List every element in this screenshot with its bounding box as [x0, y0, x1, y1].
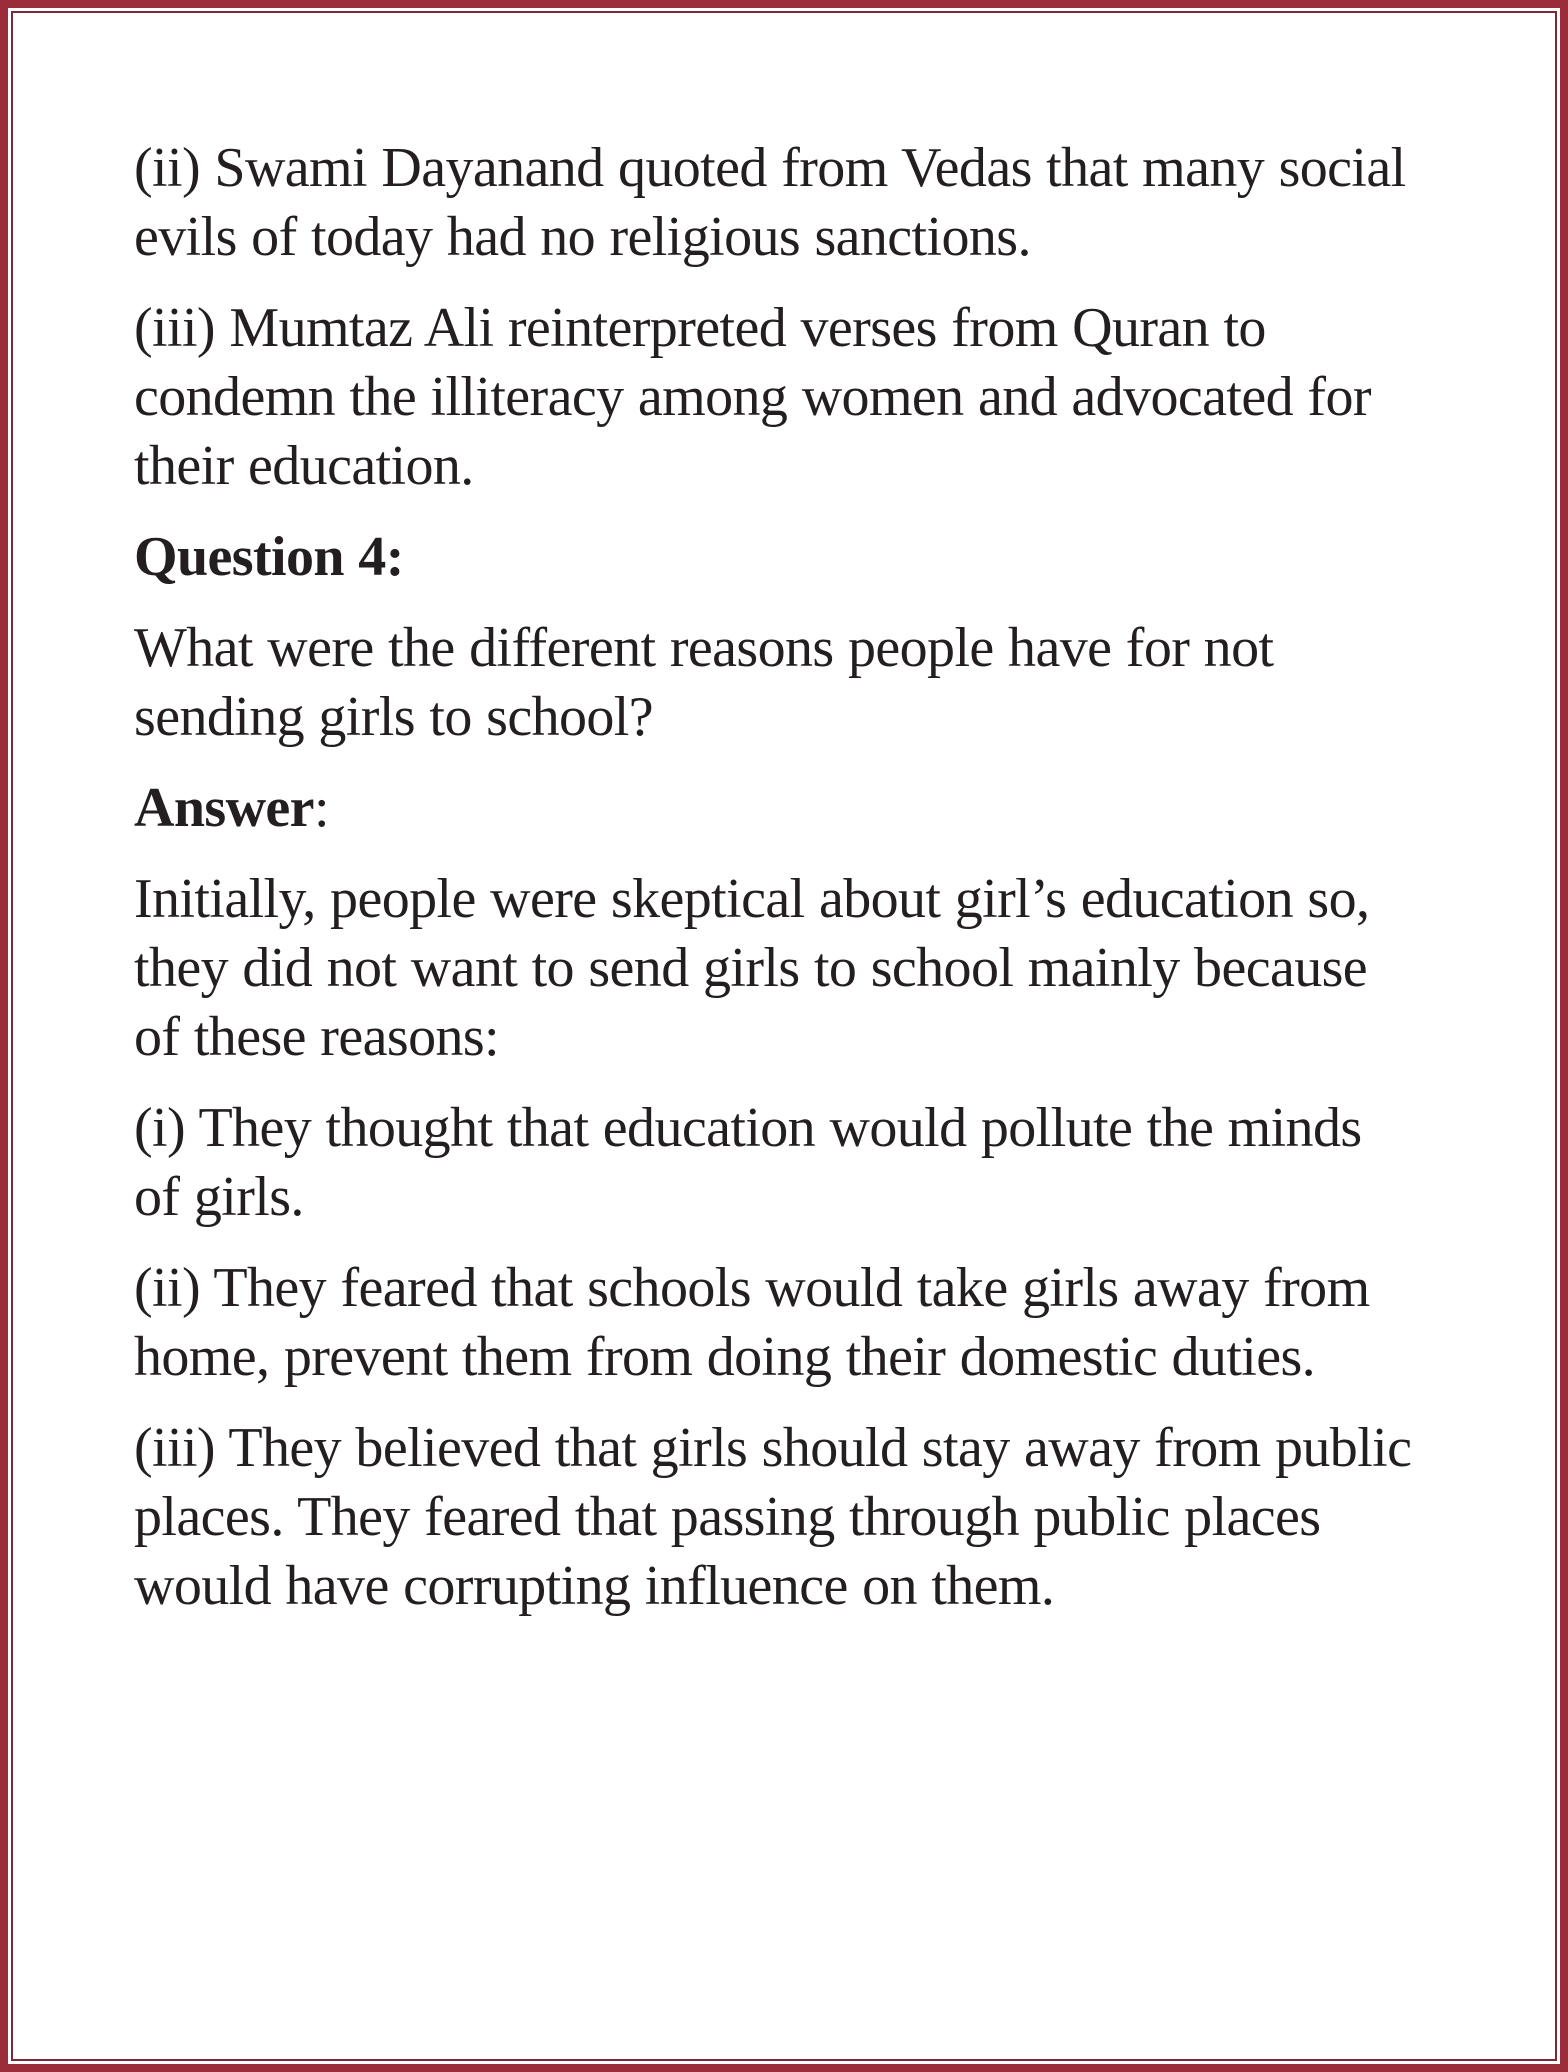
- point-ii-dayanand: [134, 134, 1454, 272]
- text-line: would have corrupting influence on them.: [134, 1555, 1055, 1617]
- text-line: condemn the illiteracy among women and advocated for: [134, 366, 1371, 428]
- text-line: What were the different reasons people have for not: [134, 617, 1274, 679]
- question-text: [134, 614, 1454, 752]
- reason-i: [134, 1094, 1454, 1232]
- text-line: (ii) Swami Dayanand quoted from Vedas that many social: [134, 137, 1406, 199]
- text-line: (iii) Mumtaz Ali reinterpreted verses from Quran to: [134, 297, 1266, 359]
- text-line: evils of today had no religious sanctions.: [134, 206, 1031, 268]
- text-line: (i) They thought that education would pollute the minds: [134, 1097, 1362, 1159]
- reason-iii: [134, 1414, 1454, 1621]
- text-line: (iii) They believed that girls should stay away from public: [134, 1417, 1412, 1479]
- document-body: [134, 134, 1454, 1643]
- text-line: their education.: [134, 435, 474, 497]
- text-line: of girls.: [134, 1166, 304, 1228]
- question-heading: [134, 523, 1454, 592]
- text-line: they did not want to send girls to school mainly because: [134, 937, 1368, 999]
- text-line: (ii) They feared that schools would take girls away from: [134, 1257, 1370, 1319]
- question-label: Question 4:: [134, 526, 404, 588]
- answer-colon: :: [313, 777, 329, 839]
- text-line: home, prevent them from doing their domestic duties.: [134, 1326, 1316, 1388]
- reason-ii: [134, 1254, 1454, 1392]
- text-line: Initially, people were skeptical about girl’s education so,: [134, 868, 1370, 930]
- text-line: of these reasons:: [134, 1006, 500, 1068]
- text-line: places. They feared that passing through public places: [134, 1486, 1321, 1548]
- answer-label: Answer: [134, 777, 314, 839]
- text-line: sending girls to school?: [134, 686, 653, 748]
- answer-intro: [134, 865, 1454, 1072]
- answer-heading: [134, 774, 1454, 843]
- point-iii-mumtaz-ali: [134, 294, 1454, 501]
